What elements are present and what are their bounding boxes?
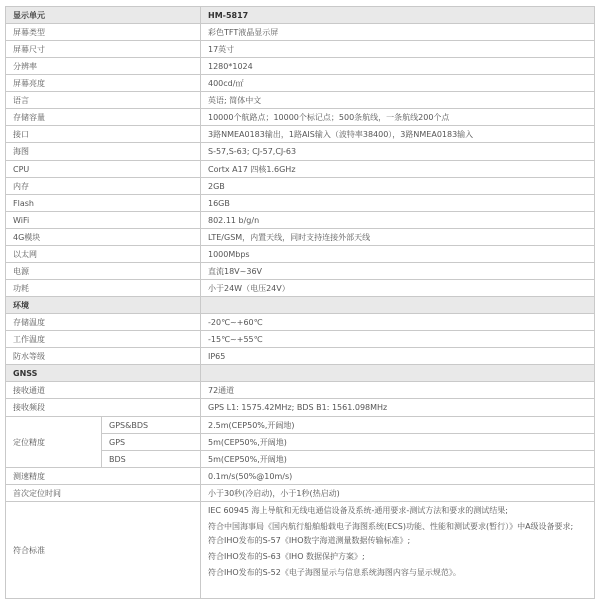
spec-row-screen-size [6,41,595,58]
section-header-gnss [6,365,595,382]
spec-row-flash [6,195,595,212]
spec-value: S-57,S-63; CJ-57,CJ-63 [201,143,595,161]
spec-row-consumption [6,280,595,297]
spec-label: 首次定位时间 [6,485,201,502]
spec-value: 16GB [201,195,595,212]
spec-row-4g [6,229,595,246]
spec-row-accuracy-gps-bds [6,417,595,434]
spec-label: 存储容量 [6,109,201,126]
spec-label: 接口 [6,126,201,143]
spec-label: 内存 [6,178,201,195]
spec-row-storage [6,109,595,126]
spec-row-band [6,399,595,417]
standard-item: 符合IHO发布的S-52《电子海图显示与信息系统海图内容与显示规范》。 [208,568,461,577]
section-title-display: 显示单元 [6,7,201,24]
spec-label: 以太网 [6,246,201,263]
spec-value: 直流18V~36V [201,263,595,280]
model-number: HM-5817 [201,7,595,24]
spec-label: 防水等级 [6,348,201,365]
spec-value: 5m(CEP50%,开阔地) [201,434,595,451]
spec-row-power [6,263,595,280]
spec-label: 测速精度 [6,468,201,485]
spec-value: 1000Mbps [201,246,595,263]
spec-row-cpu [6,161,595,178]
spec-label: WiFi [6,212,201,229]
spec-label: 屏幕类型 [6,24,201,41]
section-title-environment: 环境 [6,297,201,314]
spec-row-language [6,92,595,109]
spec-label: 功耗 [6,280,201,297]
spec-label: 接收频段 [6,399,201,417]
spec-row-ethernet [6,246,595,263]
spec-value: 72通道 [201,382,595,399]
standard-item: 符合中国海事局《国内航行船舶船载电子海图系统(ECS)功能、性能和测试要求(暂行）》中A级设备要求; [208,522,574,531]
spec-label-standards: 符合标准 [6,502,201,599]
spec-value: 5m(CEP50%,开阔地) [201,451,595,468]
spec-value: 802.11 b/g/n [201,212,595,229]
spec-label: 屏幕尺寸 [6,41,201,58]
spec-row-speed-accuracy [6,468,595,485]
spec-row-waterproof [6,348,595,365]
spec-label: 工作温度 [6,331,201,348]
spec-row-storage-temp [6,314,595,331]
spec-value: 小于30秒(冷启动)，小于1秒(热启动) [201,485,595,502]
spec-row-standards [6,502,595,599]
spec-value: 小于24W（电压24V） [201,280,595,297]
spec-label: 接收通道 [6,382,201,399]
spec-row-interface [6,126,595,143]
spec-row-brightness [6,75,595,92]
spec-label-accuracy: 定位精度 [6,417,102,468]
spec-sublabel: BDS [102,451,201,468]
spec-value: IP65 [201,348,595,365]
section-header-blank [201,297,595,314]
spec-value: Cortx A17 四核1.6GHz [201,161,595,178]
section-header-blank [201,365,595,382]
spec-value: 0.1m/s(50%@10m/s) [201,468,595,485]
spec-value: -15℃~+55℃ [201,331,595,348]
spec-value: 10000个航路点；10000个标记点；500条航线，一条航线200个点 [201,109,595,126]
spec-value: 400cd/㎡ [201,75,595,92]
spec-label: 海图 [6,143,201,161]
spec-value: 2GB [201,178,595,195]
spec-row-memory [6,178,595,195]
section-title-gnss: GNSS [6,365,201,382]
spec-row-chart [6,143,595,161]
spec-row-ttff [6,485,595,502]
spec-value: 彩色TFT液晶显示屏 [201,24,595,41]
spec-value: 英语; 简体中文 [201,92,595,109]
spec-label: Flash [6,195,201,212]
spec-label: 分辨率 [6,58,201,75]
spec-label: 电源 [6,263,201,280]
standard-item: 符合IHO发布的S-63《IHO 数据保护方案》; [208,552,365,561]
spec-value: GPS L1: 1575.42MHz; BDS B1: 1561.098MHz [201,399,595,417]
spec-label: 存储温度 [6,314,201,331]
spec-sublabel: GPS [102,434,201,451]
spec-sublabel: GPS&BDS [102,417,201,434]
spec-value: 3路NMEA0183输出，1路AIS输入（波特率38400），3路NMEA0183输入 [201,126,595,143]
spec-row-screen-type [6,24,595,41]
spec-row-wifi [6,212,595,229]
spec-label: 屏幕亮度 [6,75,201,92]
spec-value: 2.5m(CEP50%,开阔地) [201,417,595,434]
spec-row-channels [6,382,595,399]
spec-value: -20℃~+60℃ [201,314,595,331]
spec-label: CPU [6,161,201,178]
section-header-display [6,7,595,24]
spec-label: 4G模块 [6,229,201,246]
spec-value: 17英寸 [201,41,595,58]
spec-row-resolution [6,58,595,75]
spec-table [5,6,595,599]
spec-row-operating-temp [6,331,595,348]
spec-value: LTE/GSM，内置天线，同时支持连接外部天线 [201,229,595,246]
standard-item: IEC 60945 海上导航和无线电通信设备及系统-通用要求-测试方法和要求的测试结果; [208,506,509,515]
spec-sheet [5,6,594,599]
standard-item: 符合IHO发布的S-57《IHO数字海道测量数据传输标准》; [208,536,411,545]
section-header-environment [6,297,595,314]
spec-label: 语言 [6,92,201,109]
spec-value: 1280*1024 [201,58,595,75]
standards-list [201,502,595,599]
